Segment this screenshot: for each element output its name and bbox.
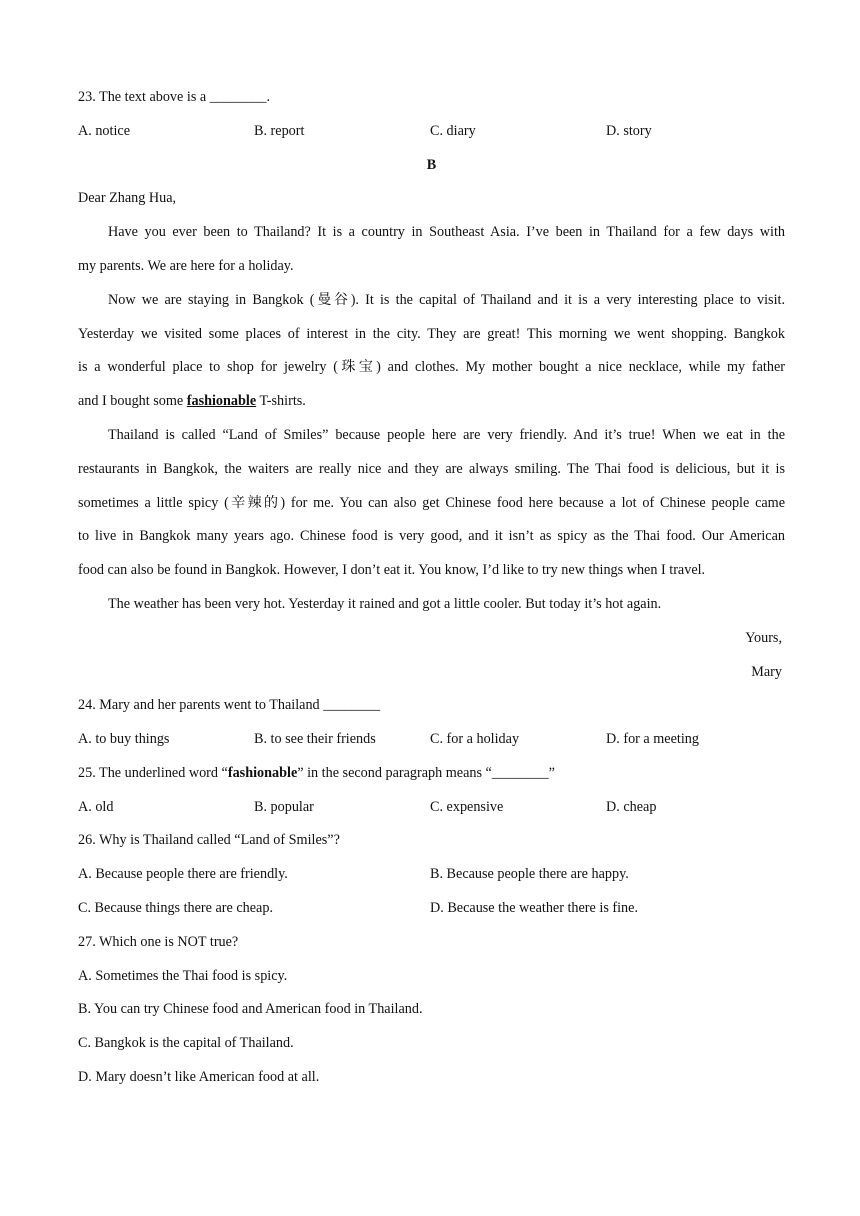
option-c: C. Because things there are cheap. <box>78 900 273 916</box>
text-before-word: and I bought some <box>78 393 187 409</box>
option-b: B. popular <box>254 799 314 815</box>
question-27-option-a: A. Sometimes the Thai food is spicy. <box>78 968 288 984</box>
question-26-options-row-1 <box>78 864 785 884</box>
letter-signature: Mary <box>751 664 782 680</box>
paragraph-1-line-1: Have you ever been to Thailand? It is a country in Southeast Asia. I’ve been in Thailand for a few days with <box>108 224 785 240</box>
question-24-options <box>78 729 785 749</box>
question-23: 23. The text above is a ________. <box>78 89 271 105</box>
text-after-word: T-shirts. <box>256 393 306 409</box>
question-23-options <box>78 121 785 141</box>
question-25-after: ” in the second paragraph means “________” <box>297 765 555 781</box>
letter-closing: Yours, <box>745 630 782 646</box>
option-c: C. expensive <box>430 799 504 815</box>
question-26: 26. Why is Thailand called “Land of Smiles”? <box>78 832 340 848</box>
question-25-options <box>78 797 785 817</box>
option-c: C. for a holiday <box>430 731 520 747</box>
question-27-option-d: D. Mary doesn’t like American food at all. <box>78 1069 320 1085</box>
question-26-options-row-2 <box>78 898 785 918</box>
question-25 <box>78 763 785 783</box>
option-b: B. Because people there are happy. <box>430 866 629 882</box>
paragraph-3-line-4: to live in Bangkok many years ago. Chinese food is very good, and it isn’t as spicy as the Thai food. Our American <box>78 528 785 544</box>
question-27: 27. Which one is NOT true? <box>78 934 239 950</box>
section-title: B <box>426 157 437 173</box>
option-d: D. for a meeting <box>606 731 699 747</box>
question-24: 24. Mary and her parents went to Thailand ________ <box>78 697 380 713</box>
option-a: A. notice <box>78 123 131 139</box>
paragraph-3-line-5: food can also be found in Bangkok. However, I don’t eat it. You know, I’d like to try new things when I travel. <box>78 562 706 578</box>
option-a: A. Because people there are friendly. <box>78 866 288 882</box>
question-25-word: fashionable <box>227 765 298 781</box>
option-a: A. to buy things <box>78 731 170 747</box>
option-d: D. Because the weather there is fine. <box>430 900 638 916</box>
paragraph-2-line-4 <box>78 391 785 411</box>
paragraph-2-line-2: Yesterday we visited some places of interest in the city. They are great! This morning we went shopping. Bangkok <box>78 326 785 342</box>
underlined-word: fashionable <box>186 393 257 409</box>
paragraph-4-line-1: The weather has been very hot. Yesterday it rained and got a little cooler. But today it’s hot again. <box>108 596 662 612</box>
paragraph-1-line-2: my parents. We are here for a holiday. <box>78 258 294 274</box>
question-25-before: 25. The underlined word “ <box>78 765 228 781</box>
paragraph-3-line-2: restaurants in Bangkok, the waiters are really nice and they are always smiling. The Thai food is delicious, but it is <box>78 461 785 477</box>
option-d: D. cheap <box>606 799 657 815</box>
paragraph-2-line-1: Now we are staying in Bangkok (曼谷). It is the capital of Thailand and it is a very interesting place to visit. <box>108 292 785 308</box>
paragraph-2-line-3: is a wonderful place to shop for jewelry (珠宝) and clothes. My mother bought a nice necklace, while my father <box>78 359 785 375</box>
option-b: B. to see their friends <box>254 731 376 747</box>
question-27-option-c: C. Bangkok is the capital of Thailand. <box>78 1035 294 1051</box>
question-27-option-b: B. You can try Chinese food and American food in Thailand. <box>78 1001 423 1017</box>
letter-greeting: Dear Zhang Hua, <box>78 190 177 206</box>
paragraph-3-line-1: Thailand is called “Land of Smiles” because people here are very friendly. And it’s true! When we eat in the <box>108 427 785 443</box>
paragraph-3-line-3: sometimes a little spicy (辛辣的) for me. You can also get Chinese food here because a lot of Chinese people came <box>78 495 785 511</box>
option-b: B. report <box>254 123 305 139</box>
option-d: D. story <box>606 123 652 139</box>
option-c: C. diary <box>430 123 476 139</box>
option-a: A. old <box>78 799 114 815</box>
